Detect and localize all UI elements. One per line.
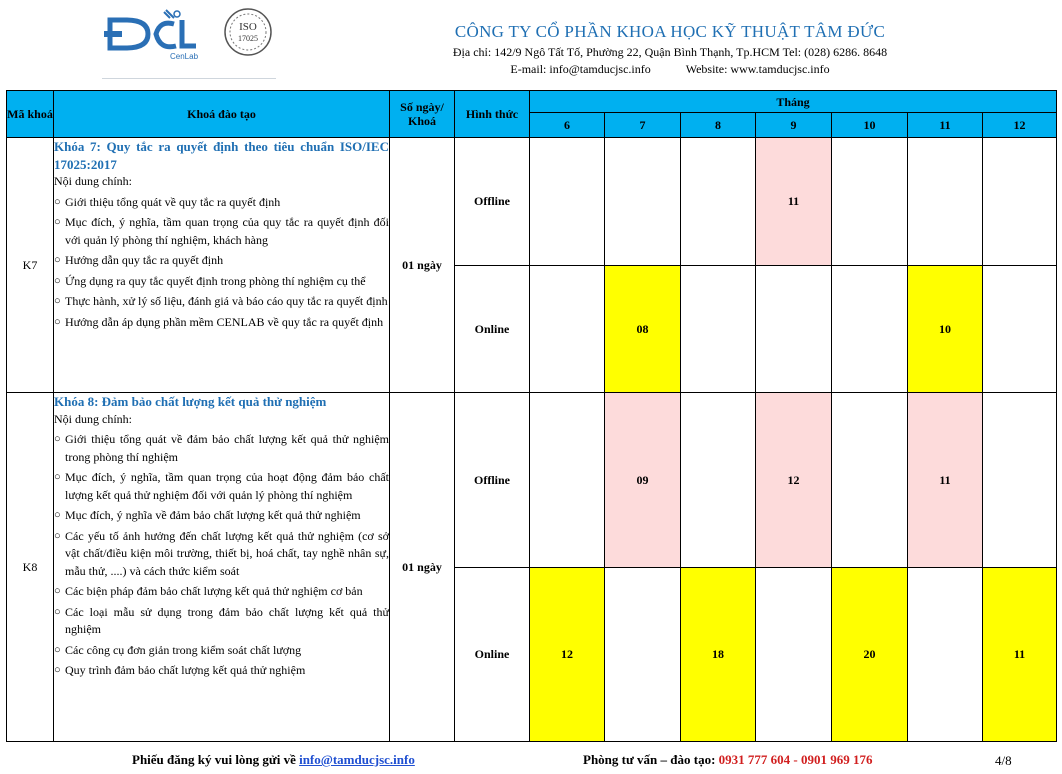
- company-name: CÔNG TY CỔ PHẦN KHOA HỌC KỸ THUẬT TÂM ĐỨC: [454, 22, 886, 41]
- list-item: ○ Quy trình đảm bảo chất lượng kết quả thử nghiệm: [54, 662, 389, 680]
- schedule-cell: [756, 266, 832, 393]
- course-bullets: [54, 194, 389, 332]
- list-item: ○ Mục đích, ý nghĩa về đảm bảo chất lượng kết quả thử nghiệm: [54, 507, 389, 525]
- list-item: ○ Ứng dụng ra quy tắc quyết định trong phòng thí nghiệm cụ thể: [54, 273, 389, 291]
- bullet-icon: ○: [54, 216, 61, 228]
- bullet-icon: ○: [54, 664, 61, 676]
- schedule-cell: [908, 138, 983, 266]
- schedule-cell: [530, 138, 605, 266]
- table-row: [7, 138, 1057, 266]
- month-header: 7: [605, 113, 681, 138]
- page-header: [0, 0, 1062, 86]
- bullet-icon: ○: [54, 295, 61, 307]
- svg-text:ISO: ISO: [239, 21, 257, 33]
- table-row: [7, 393, 1057, 568]
- schedule-cell: [756, 568, 832, 742]
- schedule-cell: [983, 266, 1057, 393]
- schedule-cell: 12: [756, 393, 832, 568]
- course-code: K8: [7, 393, 54, 742]
- bullet-icon: ○: [54, 585, 61, 597]
- schedule-cell: 12: [530, 568, 605, 742]
- course-bullets: [54, 431, 389, 680]
- schedule-cell: 11: [983, 568, 1057, 742]
- schedule-table: [6, 90, 1057, 742]
- month-header: 11: [908, 113, 983, 138]
- bullet-icon: ○: [54, 433, 61, 445]
- schedule-cell: [605, 138, 681, 266]
- list-item: ○ Các yếu tố ảnh hưởng đến chất lượng kết quả thử nghiệm (cơ sở vật chất/điều kiện môi trường, thiết bị, hoá chất, tay nghề nhân sự, mẫu thử, ....) và cách thức kiểm soát: [54, 528, 389, 578]
- company-address: Địa chỉ: 142/9 Ngô Tất Tố, Phường 22, Quận Bình Thạnh, Tp.HCM Tel: (028) 6286. 8648: [452, 45, 888, 59]
- schedule-cell: [908, 568, 983, 742]
- register-note: [132, 752, 415, 768]
- iso-badge-icon: [225, 9, 271, 55]
- list-item: ○ Thực hành, xử lý số liệu, đánh giá và báo cáo quy tắc ra quyết định: [54, 293, 389, 311]
- schedule-cell: 11: [756, 138, 832, 266]
- course-subtitle: Nội dung chính:: [54, 411, 132, 426]
- bullet-icon: ○: [54, 605, 61, 618]
- list-item: ○ Mục đích, ý nghĩa, tầm quan trọng của quy tắc ra quyết định đối với quản lý phòng thí nghiệm, khách hàng: [54, 215, 389, 247]
- course-days: 01 ngày: [390, 393, 455, 742]
- schedule-cell: 10: [908, 266, 983, 393]
- month-header: 10: [832, 113, 908, 138]
- company-contact: [300, 62, 1040, 77]
- header-course: Khoá đào tạo: [54, 91, 390, 138]
- bullet-icon: ○: [54, 254, 61, 266]
- bullet-icon: ○: [54, 471, 61, 483]
- list-item: ○ Giới thiệu tổng quát về đảm bảo chất lượng kết quả thử nghiệm trong phòng thí nghiệm: [54, 432, 389, 464]
- schedule-cell: [832, 266, 908, 393]
- header-days: Số ngày/ Khoá: [390, 91, 455, 138]
- company-logo: [104, 6, 276, 62]
- schedule-cell: 20: [832, 568, 908, 742]
- course-days: 01 ngày: [390, 138, 455, 393]
- schedule-cell: 11: [908, 393, 983, 568]
- schedule-cell: 09: [605, 393, 681, 568]
- schedule-cell: [983, 138, 1057, 266]
- schedule-cell: [681, 266, 756, 393]
- header-code: Mã khoá: [7, 91, 54, 138]
- logo-divider: [102, 78, 276, 79]
- bullet-icon: ○: [54, 529, 61, 542]
- course-description: [54, 138, 390, 393]
- schedule-cell: [530, 266, 605, 393]
- bullet-icon: ○: [54, 195, 61, 208]
- bullet-icon: ○: [54, 274, 61, 287]
- list-item: ○ Mục đích, ý nghĩa, tầm quan trọng của hoạt động đảm bảo chất lượng kết quả thử nghiệm đối với quản lý phòng thí nghiệm: [54, 470, 389, 502]
- mode-online: Online: [455, 568, 530, 742]
- schedule-cell: [681, 138, 756, 266]
- list-item: ○ Giới thiệu tổng quát về quy tắc ra quyết định: [54, 194, 389, 212]
- schedule-cell: [983, 393, 1057, 568]
- month-header: 6: [530, 113, 605, 138]
- course-title: Khóa 7: Quy tắc ra quyết định theo tiêu chuẩn ISO/IEC 17025:2017: [54, 139, 389, 172]
- schedule-cell: [681, 393, 756, 568]
- header-month: Tháng: [530, 91, 1057, 113]
- course-title: Khóa 8: Đảm bảo chất lượng kết quả thử nghiệm: [54, 394, 327, 409]
- month-header: 12: [983, 113, 1057, 138]
- svg-text:17025: 17025: [238, 34, 258, 43]
- mode-offline: Offline: [455, 393, 530, 568]
- schedule-cell: [832, 138, 908, 266]
- course-subtitle: Nội dung chính:: [54, 174, 132, 188]
- bullet-icon: ○: [54, 509, 61, 521]
- list-item: ○ Hướng dẫn áp dụng phần mềm CENLAB về quy tắc ra quyết định: [54, 314, 389, 332]
- hotline-numbers: 0931 777 604 - 0901 969 176: [718, 752, 873, 767]
- bullet-icon: ○: [54, 643, 61, 656]
- list-item: ○ Các công cụ đơn giản trong kiểm soát chất lượng: [54, 642, 389, 660]
- list-item: ○ Hướng dẫn quy tắc ra quyết định: [54, 252, 389, 270]
- schedule-cell: [530, 393, 605, 568]
- page-footer: [0, 750, 1062, 772]
- schedule-cell: 18: [681, 568, 756, 742]
- month-header: 8: [681, 113, 756, 138]
- dcl-logo-icon: [104, 10, 196, 48]
- logo-caption: CenLab: [170, 52, 199, 61]
- month-header: 9: [756, 113, 832, 138]
- register-text: Phiếu đăng ký vui lòng gửi về: [132, 752, 300, 767]
- mode-offline: Offline: [455, 138, 530, 266]
- mode-online: Online: [455, 266, 530, 393]
- course-description: [54, 393, 390, 742]
- register-email-link[interactable]: info@tamducjsc.info: [299, 752, 415, 767]
- page-number: 4/8: [995, 753, 1012, 768]
- company-email[interactable]: E-mail: info@tamducjsc.info: [510, 62, 651, 76]
- course-code: K7: [7, 138, 54, 393]
- hotline-note: [583, 752, 873, 768]
- company-website[interactable]: Website: www.tamducjsc.info: [685, 62, 830, 76]
- schedule-cell: 08: [605, 266, 681, 393]
- schedule-cell: [605, 568, 681, 742]
- hotline-label: Phòng tư vấn – đào tạo:: [583, 752, 719, 767]
- list-item: ○ Các biện pháp đảm bảo chất lượng kết quả thử nghiệm cơ bản: [54, 583, 389, 601]
- list-item: ○ Các loại mẫu sử dụng trong đảm bảo chất lượng kết quả thử nghiệm: [54, 604, 389, 636]
- schedule-cell: [832, 393, 908, 568]
- header-mode: Hình thức: [455, 91, 530, 138]
- bullet-icon: ○: [54, 315, 61, 328]
